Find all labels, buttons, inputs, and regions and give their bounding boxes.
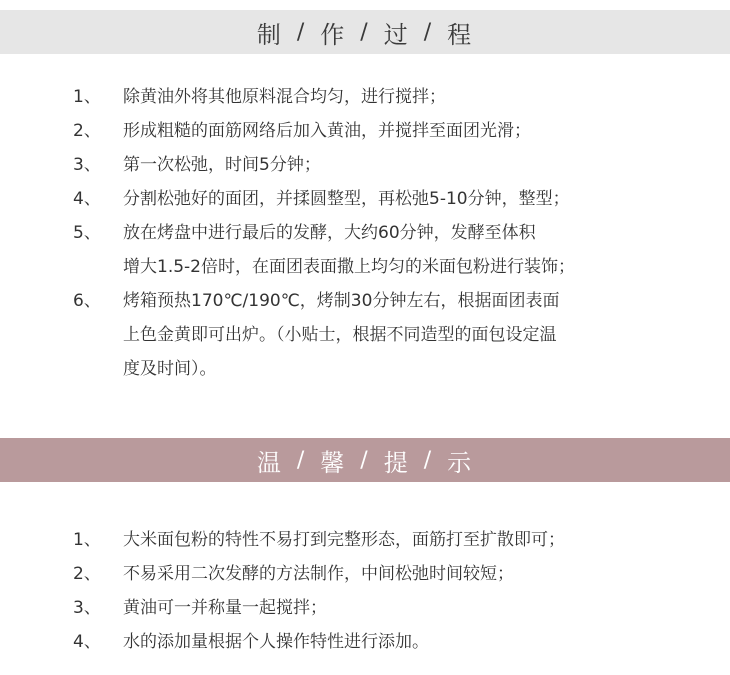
step-number: 4、	[73, 189, 101, 209]
tips-title-char: 馨	[320, 448, 347, 477]
process-steps-list	[0, 80, 730, 386]
list-item-continuation	[0, 318, 730, 352]
list-item	[0, 114, 730, 148]
title-separator: /	[423, 19, 434, 45]
process-title-char: 作	[320, 20, 347, 49]
tips-list	[0, 523, 730, 659]
step-text: 上色金黄即可出炉。（小贴士，根据不同造型的面包设定温	[123, 325, 557, 345]
list-item	[0, 148, 730, 182]
title-separator: /	[423, 447, 434, 473]
step-text: 度及时间）。	[123, 359, 217, 379]
tip-number: 3、	[73, 598, 101, 618]
list-item	[0, 625, 730, 659]
step-text: 烤箱预热170℃/190℃，烤制30分钟左右，根据面团表面	[123, 291, 560, 311]
step-number: 3、	[73, 155, 101, 175]
title-separator: /	[296, 19, 307, 45]
tip-number: 1、	[73, 530, 101, 550]
tip-number: 4、	[73, 632, 101, 652]
title-separator: /	[360, 447, 370, 473]
step-number: 6、	[73, 291, 101, 311]
list-item	[0, 591, 730, 625]
list-item-continuation	[0, 250, 730, 284]
tips-title-char: 示	[447, 448, 474, 477]
title-separator: /	[296, 447, 307, 473]
step-text: 增大1.5-2倍时，在面团表面撒上均匀的米面包粉进行装饰；	[123, 257, 575, 277]
tip-text: 不易采用二次发酵的方法制作，中间松弛时间较短；	[123, 564, 514, 584]
step-text: 放在烤盘中进行最后的发酵，大约60分钟，发酵至体积	[123, 223, 536, 243]
tips-title-char: 温	[256, 448, 283, 477]
list-item	[0, 284, 730, 318]
tips-title-char: 提	[383, 448, 410, 477]
list-item	[0, 216, 730, 250]
list-item-continuation	[0, 352, 730, 386]
step-number: 1、	[73, 87, 101, 107]
tip-text: 黄油可一并称量一起搅拌；	[123, 598, 327, 618]
step-number: 5、	[73, 223, 101, 243]
step-text: 除黄油外将其他原料混合均匀，进行搅拌；	[123, 87, 446, 107]
step-text: 形成粗糙的面筋网络后加入黄油，并搅拌至面团光滑；	[123, 121, 531, 141]
tip-text: 大米面包粉的特性不易打到完整形态，面筋打至扩散即可；	[123, 530, 565, 550]
tip-number: 2、	[73, 564, 101, 584]
title-separator: /	[360, 19, 370, 45]
list-item	[0, 80, 730, 114]
step-text: 第一次松弛，时间5分钟；	[123, 155, 321, 175]
process-section-banner	[0, 10, 730, 54]
step-number: 2、	[73, 121, 101, 141]
list-item	[0, 523, 730, 557]
tip-text: 水的添加量根据个人操作特性进行添加。	[123, 632, 429, 652]
process-title-char: 程	[447, 20, 474, 49]
list-item	[0, 557, 730, 591]
step-text: 分割松弛好的面团，并揉圆整型，再松弛5-10分钟，整型；	[123, 189, 570, 209]
process-title-char: 制	[256, 20, 283, 49]
list-item	[0, 182, 730, 216]
process-title-char: 过	[383, 20, 410, 49]
tips-section-banner	[0, 438, 730, 482]
